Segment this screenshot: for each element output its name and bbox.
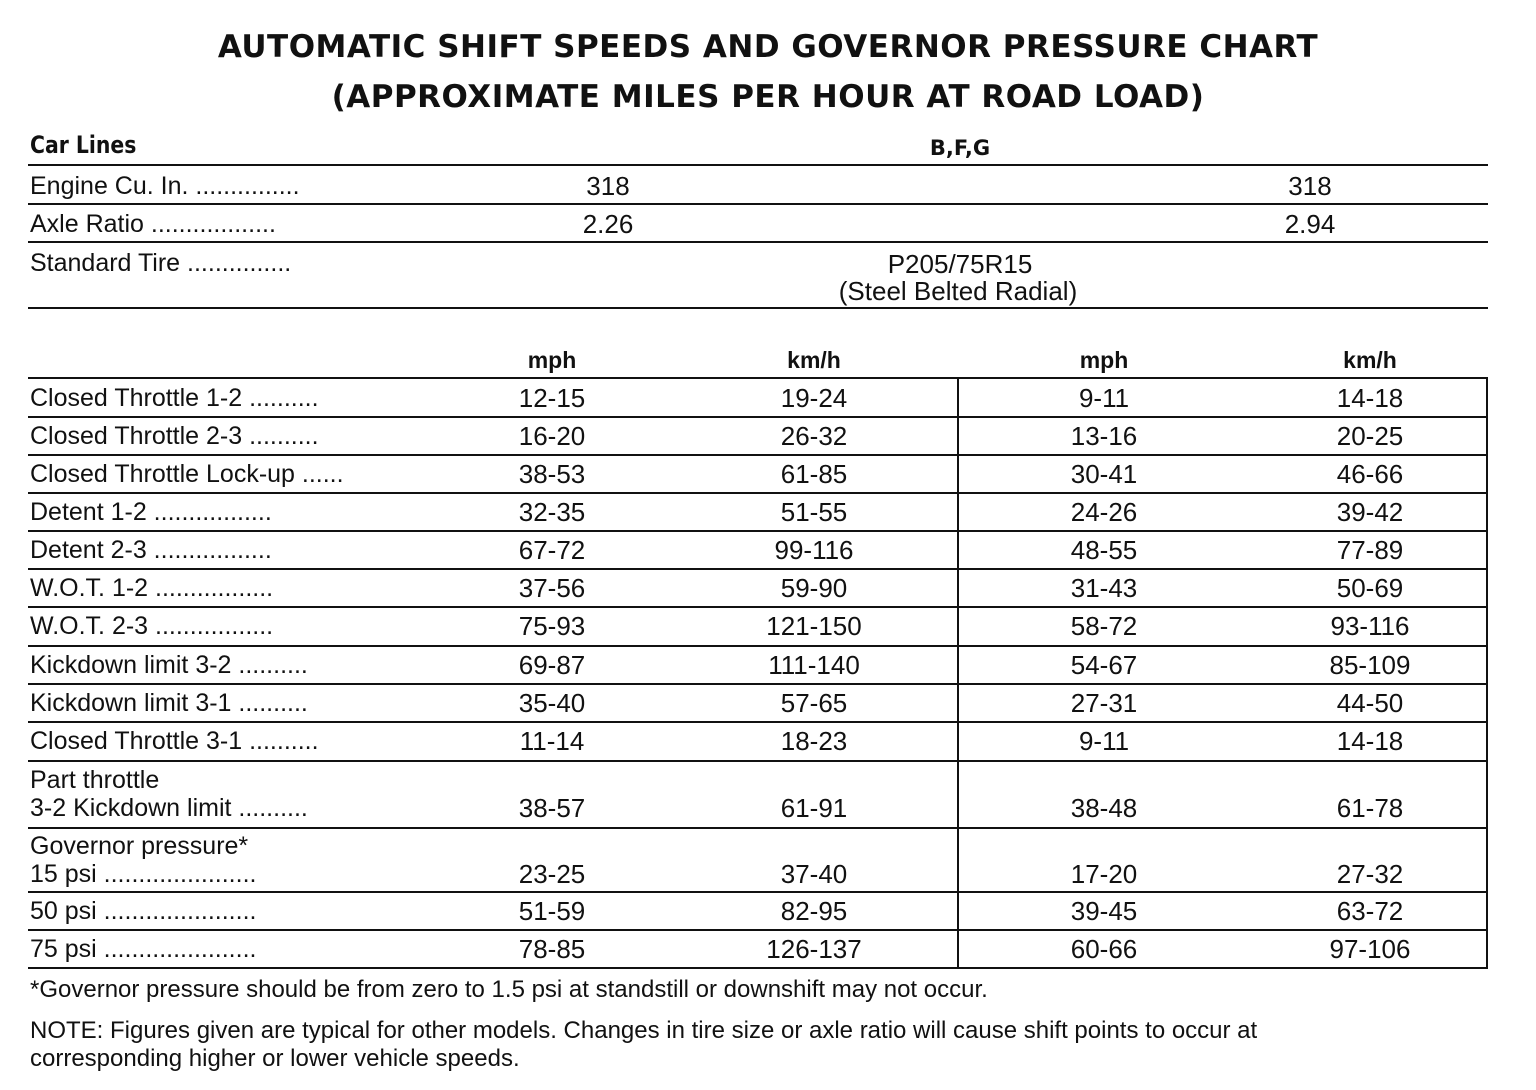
car-lines-label: Car Lines — [30, 131, 137, 159]
cell: 39-42 — [1336, 497, 1404, 527]
cell: 78-85 — [518, 934, 586, 964]
row-rule — [28, 721, 1488, 723]
tire-value: P205/75R15 — [887, 249, 1033, 279]
cell: 44-50 — [1336, 688, 1404, 718]
cell: 97-106 — [1329, 934, 1411, 964]
row-rule — [28, 891, 1488, 893]
tire-type: (Steel Belted Radial) — [838, 276, 1078, 306]
cell: 61-78 — [1336, 793, 1404, 823]
cell: 26-32 — [780, 421, 848, 451]
cell: 75-93 — [518, 611, 586, 641]
row-rule — [28, 683, 1488, 685]
row-label: Closed Throttle 2-3 .......... — [30, 422, 319, 450]
cell: 27-31 — [1070, 688, 1138, 718]
cell: 48-55 — [1070, 535, 1138, 565]
row-label: 3-2 Kickdown limit .......... — [30, 794, 308, 822]
engine-left-value: 318 — [586, 171, 630, 201]
row-rule — [28, 492, 1488, 494]
row-label: Detent 2-3 ................. — [30, 536, 272, 564]
cell: 37-56 — [518, 573, 586, 603]
cell: 111-140 — [768, 650, 860, 680]
table-bottom-rule — [28, 967, 1488, 969]
cell: 61-91 — [780, 793, 848, 823]
cell: 58-72 — [1070, 611, 1138, 641]
row-label: Kickdown limit 3-1 .......... — [30, 689, 308, 717]
note-line-1: NOTE: Figures given are typical for other models. Changes in tire size or axle ratio will cause shift points to occur at — [30, 1017, 1258, 1044]
cell: 99-116 — [774, 535, 854, 565]
col-header-mph-1: mph — [527, 347, 577, 373]
spec-rule-2 — [28, 203, 1488, 205]
cell: 38-53 — [518, 459, 586, 489]
cell: 57-65 — [780, 688, 848, 718]
row-rule — [28, 530, 1488, 532]
axle-left-value: 2.26 — [582, 209, 634, 239]
cell: 63-72 — [1336, 896, 1404, 926]
cell: 23-25 — [518, 859, 586, 889]
row-label: Closed Throttle Lock-up ...... — [30, 460, 344, 488]
spec-rule-top — [28, 164, 1488, 166]
cell: 35-40 — [518, 688, 586, 718]
footnote: *Governor pressure should be from zero to 1.5 psi at standstill or downshift may not occur. — [30, 976, 988, 1003]
chart-subtitle: (APPROXIMATE MILES PER HOUR AT ROAD LOAD) — [331, 79, 1205, 115]
cell: 61-85 — [780, 459, 848, 489]
cell: 50-69 — [1336, 573, 1404, 603]
row-label: 50 psi ...................... — [30, 897, 257, 925]
row-label: 15 psi ...................... — [30, 860, 257, 888]
cell: 11-14 — [519, 726, 585, 756]
cell: 37-40 — [780, 859, 848, 889]
cell: 9-11 — [1078, 383, 1130, 413]
cell: 13-16 — [1070, 421, 1138, 451]
table-center-rule — [957, 378, 959, 968]
row-label: Closed Throttle 1-2 .......... — [30, 384, 319, 412]
cell: 18-23 — [780, 726, 848, 756]
cell: 38-57 — [518, 793, 586, 823]
cell: 14-18 — [1336, 726, 1404, 756]
spec-rule-3 — [28, 241, 1488, 243]
col-header-kmh-2: km/h — [1343, 347, 1397, 373]
row-label: Detent 1-2 ................. — [30, 498, 272, 526]
axle-label: Axle Ratio .................. — [30, 210, 276, 238]
row-rule — [28, 645, 1488, 647]
row-label-line1: Part throttle — [30, 766, 160, 794]
cell: 9-11 — [1078, 726, 1130, 756]
cell: 20-25 — [1336, 421, 1404, 451]
row-label: 75 psi ...................... — [30, 935, 257, 963]
cell: 30-41 — [1070, 459, 1138, 489]
cell: 93-116 — [1330, 611, 1410, 641]
cell: 12-15 — [518, 383, 586, 413]
note-line-2: corresponding higher or lower vehicle speeds. — [30, 1045, 520, 1072]
cell: 77-89 — [1336, 535, 1404, 565]
cell: 46-66 — [1336, 459, 1404, 489]
cell: 51-55 — [780, 497, 848, 527]
cell: 19-24 — [780, 383, 848, 413]
engine-right-value: 318 — [1288, 171, 1332, 201]
cell: 54-67 — [1070, 650, 1138, 680]
cell: 27-32 — [1336, 859, 1404, 889]
cell: 17-20 — [1070, 859, 1138, 889]
col-header-mph-2: mph — [1079, 347, 1129, 373]
cell: 38-48 — [1070, 793, 1138, 823]
cell: 39-45 — [1070, 896, 1138, 926]
cell: 67-72 — [518, 535, 586, 565]
row-rule — [28, 606, 1488, 608]
cell: 82-95 — [780, 896, 848, 926]
row-label: Kickdown limit 3-2 .......... — [30, 651, 308, 679]
cell: 121-150 — [766, 611, 862, 641]
cell: 14-18 — [1336, 383, 1404, 413]
cell: 85-109 — [1329, 650, 1411, 680]
row-rule — [28, 454, 1488, 456]
cell: 51-59 — [518, 896, 586, 926]
row-rule — [28, 568, 1488, 570]
table-right-rule — [1486, 378, 1488, 968]
cell: 60-66 — [1070, 934, 1138, 964]
chart-title: AUTOMATIC SHIFT SPEEDS AND GOVERNOR PRESSURE CHART — [217, 29, 1319, 65]
axle-right-value: 2.94 — [1284, 209, 1336, 239]
tire-label: Standard Tire ............... — [30, 249, 292, 277]
cell: 32-35 — [518, 497, 586, 527]
table-header-rule — [28, 377, 1488, 379]
row-rule — [28, 929, 1488, 931]
car-lines-value: B,F,G — [929, 136, 991, 160]
cell: 31-43 — [1070, 573, 1138, 603]
cell: 59-90 — [780, 573, 848, 603]
cell: 126-137 — [766, 934, 862, 964]
row-rule — [28, 827, 1488, 829]
spec-rule-bottom — [28, 307, 1488, 309]
row-rule — [28, 760, 1488, 762]
row-label-line1: Governor pressure* — [30, 832, 249, 860]
cell: 24-26 — [1070, 497, 1138, 527]
row-label: W.O.T. 2-3 ................. — [30, 612, 274, 640]
engine-label: Engine Cu. In. ............... — [30, 172, 300, 200]
row-label: Closed Throttle 3-1 .......... — [30, 727, 319, 755]
row-label: W.O.T. 1-2 ................. — [30, 574, 274, 602]
cell: 16-20 — [518, 421, 586, 451]
col-header-kmh-1: km/h — [787, 347, 841, 373]
row-rule — [28, 416, 1488, 418]
cell: 69-87 — [518, 650, 586, 680]
